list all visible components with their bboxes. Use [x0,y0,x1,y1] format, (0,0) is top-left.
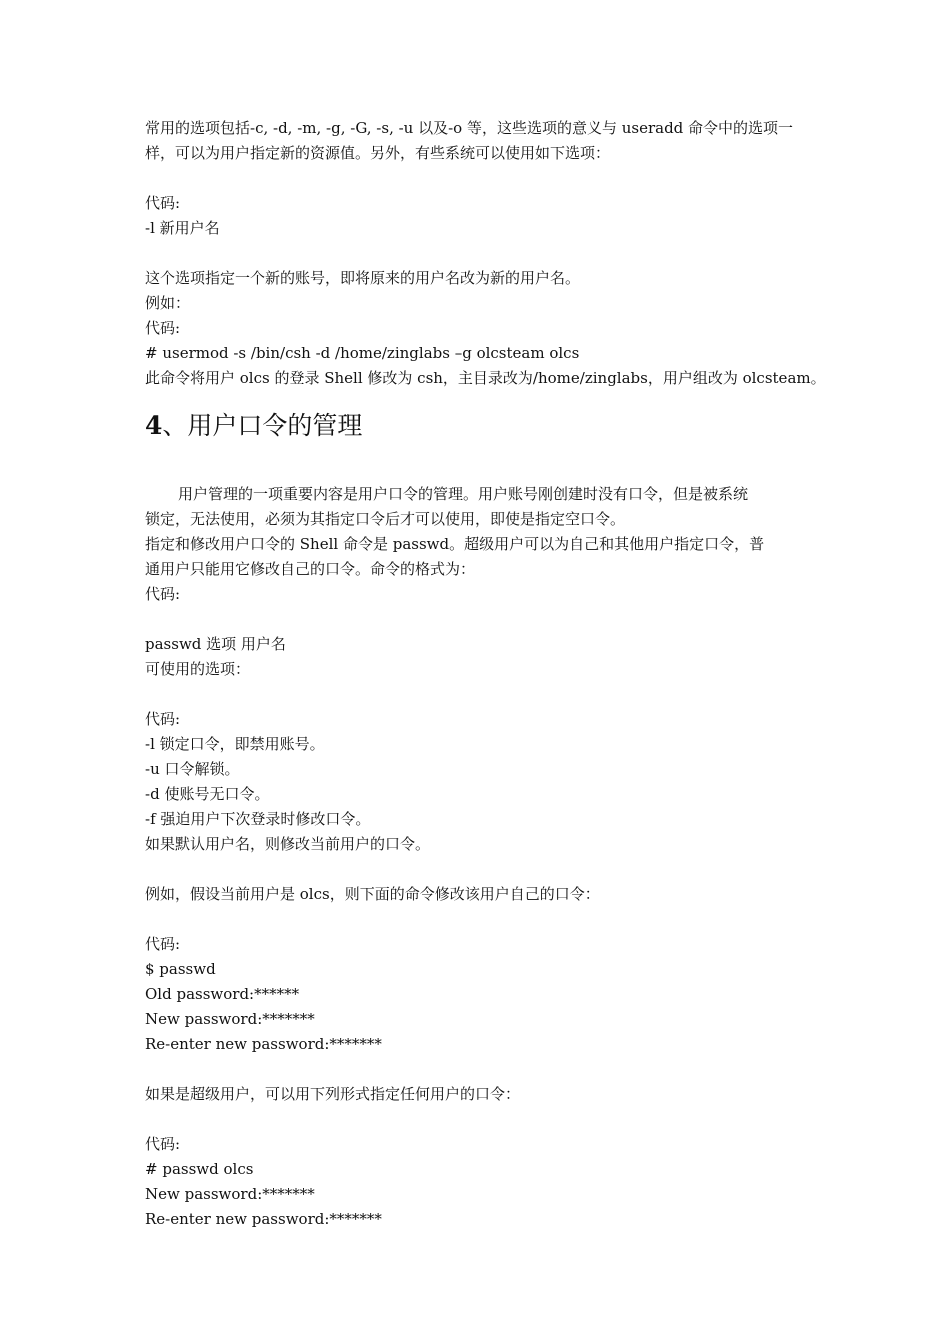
section-title: 、用户口令的管理 [162,411,363,440]
option-item: -d 使账号无口令。 [145,785,270,803]
code-line: New password:******* [145,1185,315,1203]
code-line: Re-enter new password:******* [145,1035,382,1053]
example-description: 如果是超级用户，可以用下列形式指定任何用户的口令： [145,1085,521,1103]
paragraph-line-4: 通用户只能用它修改自己的口令。命令的格式为： [145,560,476,578]
code-line: # passwd olcs [145,1160,254,1178]
intro-line-1: 常用的选项包括-c, -d, -m, -g, -G, -s, -u 以及-o 等，这些选项的意义与 useradd 命令中的选项一 [145,119,794,137]
code-line: $ passwd [145,960,216,978]
code-label: 代码: [145,935,181,953]
paragraph-line-1: 用户管理的一项重要内容是用户口令的管理。用户账号刚创建时没有口令，但是被系统 [178,485,749,503]
option-item: -f 强迫用户下次登录时修改口令。 [145,810,371,828]
command-explanation: 此命令将用户 olcs 的登录 Shell 修改为 csh，主目录改为/home/zinglabs，用户组改为 olcsteam。 [145,369,826,387]
option-item: -u 口令解锁。 [145,760,240,778]
paragraph-line-3: 指定和修改用户口令的 Shell 命令是 passwd。超级用户可以为自己和其他用户指定口令，普 [145,535,765,553]
default-user-note: 如果默认用户名，则修改当前用户的口令。 [145,835,431,853]
code-line: Old password:****** [145,985,300,1003]
code-label: 代码: [145,585,181,603]
option-description: 这个选项指定一个新的账号，即将原来的用户名改为新的用户名。 [145,269,581,287]
code-label: 代码: [145,1135,181,1153]
example-label: 例如： [145,294,191,312]
intro-line-2: 样，可以为用户指定新的资源值。另外，有些系统可以使用如下选项： [145,144,611,162]
example-description: 例如，假设当前用户是 olcs，则下面的命令修改该用户自己的口令： [145,885,600,903]
paragraph-line-2: 锁定，无法使用，必须为其指定口令后才可以使用，即使是指定空口令。 [145,510,626,528]
section-number: 4 [145,411,163,440]
usermod-command: # usermod -s /bin/csh -d /home/zinglabs –g olcsteam olcs [145,344,580,362]
passwd-syntax: passwd 选项 用户名 [145,635,286,653]
options-label: 可使用的选项： [145,660,251,678]
code-line: Re-enter new password:******* [145,1210,382,1228]
code-line: New password:******* [145,1010,315,1028]
code-label: 代码: [145,194,181,212]
code-label: 代码: [145,710,181,728]
code-label: 代码: [145,319,181,337]
section-heading [145,409,362,443]
option-rename: -l 新用户名 [145,219,220,237]
option-item: -l 锁定口令，即禁用账号。 [145,735,325,753]
